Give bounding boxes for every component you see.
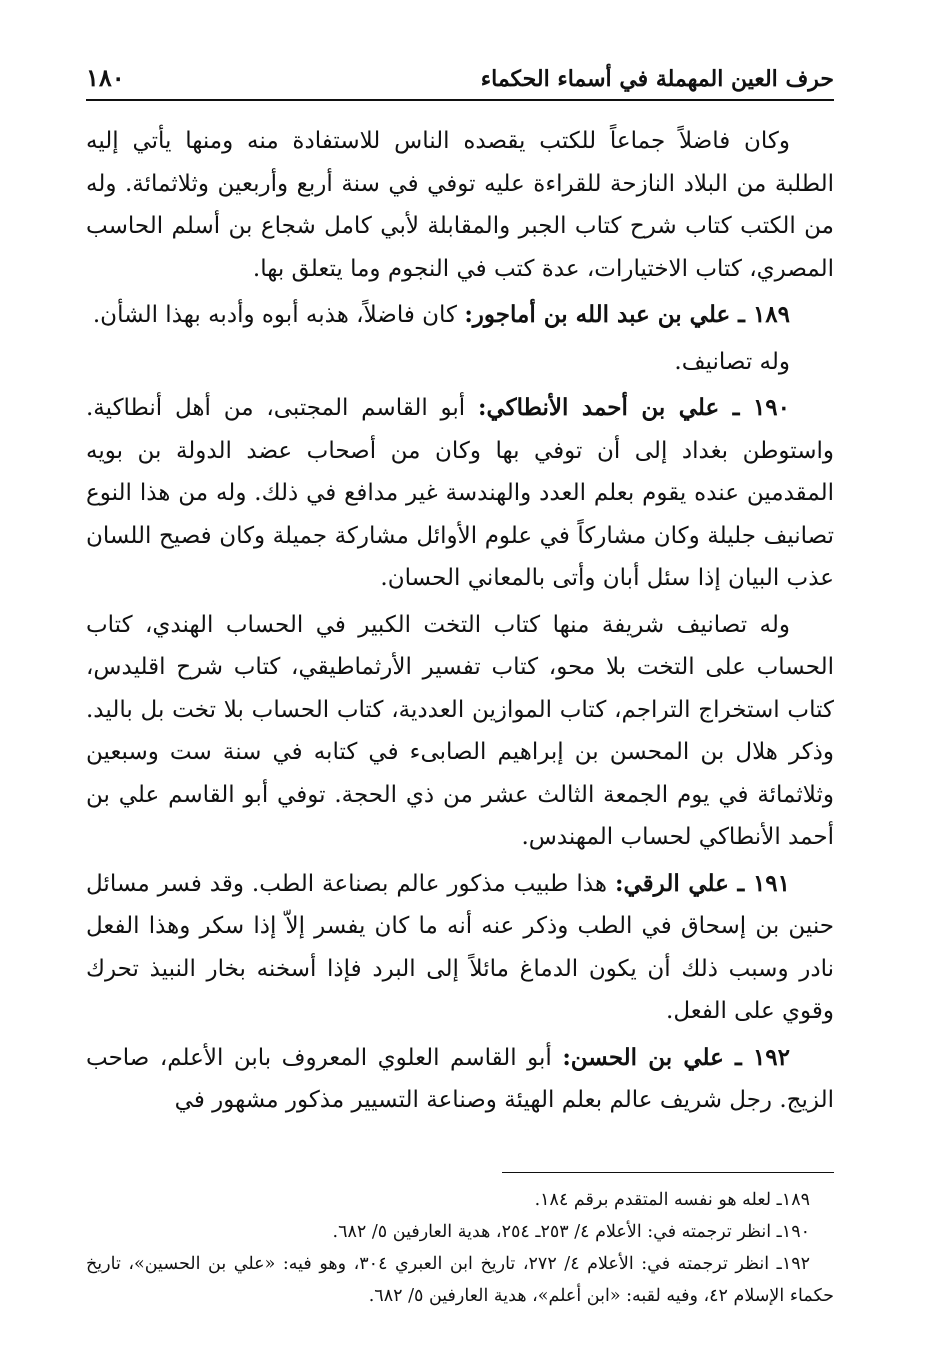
entry-text: كان فاضلاً، هذبه أبوه وأدبه بهذا الشأن. <box>92 302 465 328</box>
entry-text: هذا طبيب مذكور عالم بصناعة الطب. وقد فسر مسائل حنين بن إسحاق في الطب وذكر عنه أنه ما كان يفسر إلاّ إذا سكر وهذا الفعل نادر وسبب ذلك أن يكون الدماغ مائلاً إلى البرد فإذا أسخنه بخار النبيذ تحرك وقوي على الفعل. <box>86 870 834 1024</box>
page-number: ١٨٠ <box>86 63 125 92</box>
paragraph-text: وكان فاضلاً جماعاً للكتب يقصده الناس للاستفادة منه ومنها يأتي إليه الطلبة من البلاد النازحة للقراءة عليه توفي في سنة أربع وأربعين وثلاثمائة. وله من الكتب كتاب شرح كتاب الجبر والمقابلة لأبي كامل شجاع بن أسلم الحاسب المصري، كتاب الاختيارات، عدة كتب في النجوم وما يتعلق بها. <box>86 128 834 282</box>
entry-heading: ١٩٢ ـ علي بن الحسن: <box>562 1043 790 1071</box>
main-text <box>86 120 834 1126</box>
footnote-189: ١٨٩ـ لعله هو نفسه المتقدم برقم ١٨٤. <box>534 1190 810 1210</box>
footnotes <box>86 1184 834 1312</box>
entry-heading: ١٩١ ـ علي الرقي: <box>614 869 791 897</box>
entry-heading: ١٨٩ ـ علي بن عبد الله بن أماجور: <box>464 301 790 328</box>
running-title: حرف العين المهملة في أسماء الحكماء <box>480 66 834 92</box>
entry-text: أبو القاسم المجتبى، من أهل أنطاكية. واستوطن بغداد إلى أن توفي بها وكان من أصحاب عضد الدولة بن بويه المقدمين عنده يقوم بعلم العدد والهندسة غير مدافع في ذلك. وله من هذا النوع تصانيف جليلة وكان مشاركاً في علوم الأوائل مشاركة جميلة وكان فصيح اللسان عذب البيان إذا سئل أبان وأتى بالمعاني الحسان. <box>86 395 834 591</box>
paragraph-text: وله تصانيف. <box>674 348 790 375</box>
entry-189 <box>86 294 834 337</box>
entry-190 <box>86 387 834 600</box>
page-header <box>86 56 834 92</box>
paragraph-continuation <box>86 120 834 290</box>
entry-text: أبو القاسم العلوي المعروف بابن الأعلم، صاحب الزيج. رجل شريف عالم بعلم الهيئة وصناعة التسيير مذكور مشهور في <box>86 1044 834 1113</box>
footnote-rule <box>502 1172 834 1173</box>
paragraph-works-190 <box>86 604 834 859</box>
paragraph-works <box>86 341 834 384</box>
footnote-190: ١٩٠ـ انظر ترجمته في: الأعلام ٤/ ٢٥٣ـ ٢٥٤، هدية العارفين ٥/ ٦٨٢. <box>332 1222 810 1242</box>
entry-191 <box>86 863 834 1033</box>
header-rule <box>86 99 834 101</box>
footnote-192: ١٩٢ـ انظر ترجمته في: الأعلام ٤/ ٢٧٢، تاريخ ابن العبري ٣٠٤، وهو فيه: «علي بن الحسين»، تاريخ حكماء الإسلام ٤٢، وفيه لقبه: «ابن أعلم»، هدية العارفين ٥/ ٦٨٢. <box>86 1254 834 1306</box>
paragraph-text: وله تصانيف شريفة منها كتاب التخت الكبير في الحساب الهندي، كتاب الحساب على التخت بلا محو، كتاب تفسير الأرثماطيقي، كتاب شرح اقليدس، كتاب استخراج التراجم، كتاب الموازين العددية، كتاب الحساب بلا تخت بل باليد. وذكر هلال بن المحسن بن إبراهيم الصابىء في كتابه في سنة ست وسبعين وثلاثمائة في يوم الجمعة الثالث عشر من ذي الحجة. توفي أبو القاسم علي بن أحمد الأنطاكي لحساب المهندس. <box>86 611 834 850</box>
entry-heading: ١٩٠ ـ علي بن أحمد الأنطاكي: <box>478 394 790 421</box>
entry-192 <box>86 1037 834 1122</box>
